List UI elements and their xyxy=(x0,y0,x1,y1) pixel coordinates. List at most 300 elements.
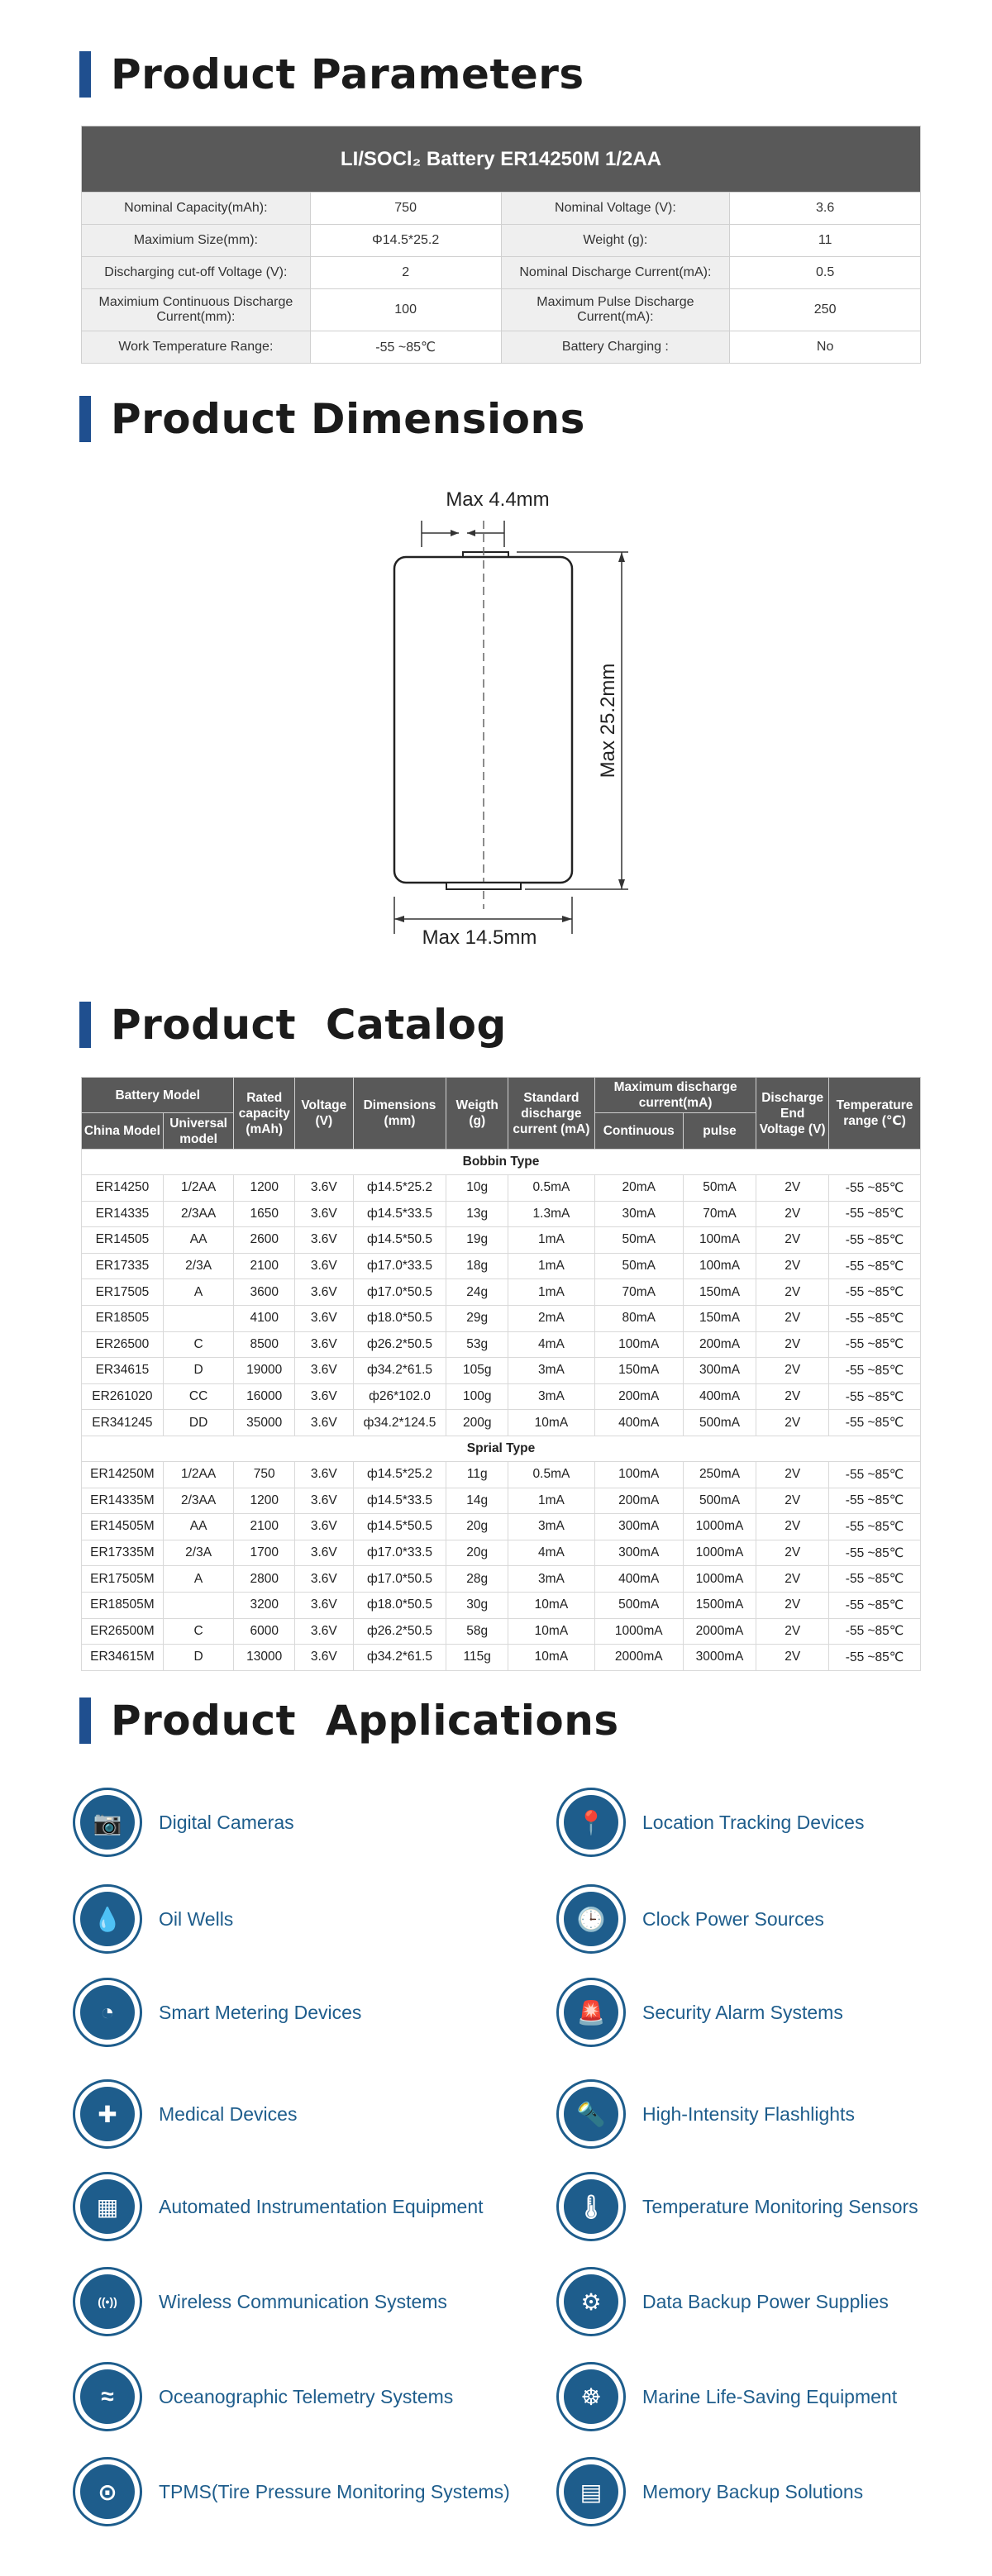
catalog-cell: 2/3AA xyxy=(163,1201,234,1227)
catalog-cell: 1700 xyxy=(234,1540,295,1566)
catalog-cell: 3000mA xyxy=(683,1645,756,1671)
icon-glyph: 💧 xyxy=(80,1892,135,1946)
gauge-icon xyxy=(73,1978,142,2047)
catalog-cell: ER18505 xyxy=(82,1305,164,1331)
catalog-cell: 150mA xyxy=(683,1279,756,1306)
catalog-cell: 150mA xyxy=(594,1358,683,1384)
catalog-cell: 8500 xyxy=(234,1331,295,1358)
parameter-value: 750 xyxy=(310,193,501,225)
parameter-label: Maximium Size(mm): xyxy=(82,225,311,257)
parameter-value: -55 ~85℃ xyxy=(310,331,501,364)
catalog-row xyxy=(82,1279,921,1306)
catalog-cell: ER17335M xyxy=(82,1540,164,1566)
catalog-cell: 1mA xyxy=(508,1279,595,1306)
catalog-cell: 1200 xyxy=(234,1488,295,1514)
catalog-cell: 3.6V xyxy=(295,1253,354,1279)
catalog-cell: 13g xyxy=(446,1201,508,1227)
catalog-cell: ER14505 xyxy=(82,1227,164,1254)
catalog-cell: -55 ~85℃ xyxy=(829,1201,921,1227)
col-end-voltage: Discharge End Voltage (V) xyxy=(756,1078,829,1150)
catalog-cell: 3.6V xyxy=(295,1645,354,1671)
title-accent-bar xyxy=(79,1697,91,1744)
application-item xyxy=(556,1785,864,1859)
catalog-cell: -55 ~85℃ xyxy=(829,1566,921,1593)
icon-glyph: ▤ xyxy=(564,2464,618,2519)
catalog-cell: 3mA xyxy=(508,1383,595,1410)
application-item xyxy=(73,2455,510,2529)
catalog-cell: 3.6V xyxy=(295,1227,354,1254)
catalog-cell: 20g xyxy=(446,1540,508,1566)
catalog-cell: 2V xyxy=(756,1461,829,1488)
catalog-cell xyxy=(163,1305,234,1331)
catalog-cell: 2V xyxy=(756,1383,829,1410)
catalog-cell: ф14.5*50.5 xyxy=(353,1514,446,1540)
catalog-cell: 2V xyxy=(756,1358,829,1384)
catalog-cell: 80mA xyxy=(594,1305,683,1331)
lifebuoy-icon xyxy=(556,2362,626,2431)
parameters-row xyxy=(82,257,921,289)
catalog-row xyxy=(82,1566,921,1593)
catalog-cell: 3.6V xyxy=(295,1358,354,1384)
catalog-cell: ф14.5*33.5 xyxy=(353,1488,446,1514)
catalog-cell: 750 xyxy=(234,1461,295,1488)
catalog-cell: ф17.0*33.5 xyxy=(353,1540,446,1566)
catalog-cell: 1500mA xyxy=(683,1592,756,1618)
catalog-cell: 500mA xyxy=(683,1410,756,1436)
catalog-cell: CC xyxy=(163,1383,234,1410)
catalog-cell: 3.6V xyxy=(295,1618,354,1645)
application-label: TPMS(Tire Pressure Monitoring Systems) xyxy=(159,2480,510,2502)
catalog-row xyxy=(82,1227,921,1254)
application-item xyxy=(73,2077,297,2151)
col-voltage: Voltage (V) xyxy=(295,1078,354,1150)
catalog-cell: 3.6V xyxy=(295,1305,354,1331)
catalog-cell: 0.5mA xyxy=(508,1461,595,1488)
icon-glyph: 🔦 xyxy=(564,2087,618,2141)
catalog-cell: 10mA xyxy=(508,1592,595,1618)
parameter-label: Battery Charging : xyxy=(501,331,730,364)
parameter-label: Maximium Continuous Discharge Current(mm): xyxy=(82,289,311,331)
parameter-value: 250 xyxy=(730,289,921,331)
catalog-row xyxy=(82,1410,921,1436)
catalog-cell: ER14505M xyxy=(82,1514,164,1540)
catalog-cell: ER34615 xyxy=(82,1358,164,1384)
catalog-cell: -55 ~85℃ xyxy=(829,1253,921,1279)
catalog-cell: 1/2AA xyxy=(163,1175,234,1202)
catalog-cell: 105g xyxy=(446,1358,508,1384)
oil-drop-icon xyxy=(73,1884,142,1954)
catalog-cell: -55 ~85℃ xyxy=(829,1305,921,1331)
catalog-cell: 50mA xyxy=(594,1253,683,1279)
col-rated-capacity: Rated capacity (mAh) xyxy=(234,1078,295,1150)
catalog-cell: 200mA xyxy=(594,1488,683,1514)
application-label: Medical Devices xyxy=(159,2102,298,2125)
catalog-cell: 1000mA xyxy=(683,1514,756,1540)
catalog-cell: 150mA xyxy=(683,1305,756,1331)
catalog-cell: C xyxy=(163,1618,234,1645)
catalog-row xyxy=(82,1592,921,1618)
catalog-cell: 3.6V xyxy=(295,1566,354,1593)
catalog-cell: ER14335 xyxy=(82,1201,164,1227)
catalog-cell: 20mA xyxy=(594,1175,683,1202)
catalog-cell: ф14.5*33.5 xyxy=(353,1201,446,1227)
catalog-cell: ER26500 xyxy=(82,1331,164,1358)
col-universal-model: Universal model xyxy=(163,1113,234,1150)
catalog-cell: 18g xyxy=(446,1253,508,1279)
catalog-cell: 35000 xyxy=(234,1410,295,1436)
memory-icon xyxy=(556,2457,626,2526)
catalog-cell: -55 ~85℃ xyxy=(829,1331,921,1358)
catalog-cell: ER261020 xyxy=(82,1383,164,1410)
catalog-cell: 30mA xyxy=(594,1201,683,1227)
catalog-row xyxy=(82,1253,921,1279)
col-std-current: Standard discharge current (mA) xyxy=(508,1078,595,1150)
application-label: Memory Backup Solutions xyxy=(642,2480,864,2502)
catalog-cell: ER14335M xyxy=(82,1488,164,1514)
catalog-cell: ф14.5*25.2 xyxy=(353,1175,446,1202)
flashlight-icon xyxy=(556,2079,626,2149)
application-item xyxy=(556,2169,918,2244)
catalog-cell: 2600 xyxy=(234,1227,295,1254)
icon-glyph: ≈ xyxy=(80,2369,135,2424)
battery-dimension-drawing xyxy=(331,471,661,959)
application-item xyxy=(556,2077,855,2151)
catalog-cell: AA xyxy=(163,1514,234,1540)
application-label: Digital Cameras xyxy=(159,1811,294,1833)
catalog-cell: ER341245 xyxy=(82,1410,164,1436)
section-title-parameters xyxy=(79,50,584,99)
catalog-cell: 1650 xyxy=(234,1201,295,1227)
title-accent-bar xyxy=(79,1002,91,1048)
instrument-icon xyxy=(73,2172,142,2241)
catalog-cell: 2100 xyxy=(234,1514,295,1540)
parameter-label: Work Temperature Range: xyxy=(82,331,311,364)
col-battery-model: Battery Model xyxy=(82,1078,234,1113)
col-continuous: Continuous xyxy=(594,1113,683,1150)
catalog-cell: 3mA xyxy=(508,1358,595,1384)
catalog-cell: 3.6V xyxy=(295,1488,354,1514)
icon-glyph: 🚨 xyxy=(564,1985,618,2040)
icon-glyph: 📍 xyxy=(564,1795,618,1850)
catalog-cell: 1000mA xyxy=(683,1566,756,1593)
catalog-cell: -55 ~85℃ xyxy=(829,1540,921,1566)
clock-icon xyxy=(556,1884,626,1954)
parameter-label: Nominal Voltage (V): xyxy=(501,193,730,225)
catalog-cell: 3.6V xyxy=(295,1592,354,1618)
catalog-cell: 3.6V xyxy=(295,1279,354,1306)
catalog-cell: ER26500M xyxy=(82,1618,164,1645)
catalog-cell: -55 ~85℃ xyxy=(829,1514,921,1540)
parameters-row xyxy=(82,289,921,331)
col-weight: Weigth (g) xyxy=(446,1078,508,1150)
catalog-cell: 4100 xyxy=(234,1305,295,1331)
catalog-cell: 1.3mA xyxy=(508,1201,595,1227)
catalog-cell: 2000mA xyxy=(594,1645,683,1671)
parameter-value: 0.5 xyxy=(730,257,921,289)
catalog-cell: 1000mA xyxy=(594,1618,683,1645)
catalog-cell: ф17.0*33.5 xyxy=(353,1253,446,1279)
catalog-cell: -55 ~85℃ xyxy=(829,1358,921,1384)
thermometer-icon xyxy=(556,2172,626,2241)
parameter-value: 11 xyxy=(730,225,921,257)
catalog-cell: 53g xyxy=(446,1331,508,1358)
catalog-cell: A xyxy=(163,1566,234,1593)
catalog-group-label: Sprial Type xyxy=(82,1436,921,1461)
catalog-cell: 20g xyxy=(446,1514,508,1540)
catalog-cell: ф26.2*50.5 xyxy=(353,1618,446,1645)
catalog-cell: 4mA xyxy=(508,1331,595,1358)
parameters-row xyxy=(82,331,921,364)
catalog-cell: ф14.5*50.5 xyxy=(353,1227,446,1254)
catalog-cell: 0.5mA xyxy=(508,1175,595,1202)
parameters-header: LI/SOCl₂ Battery ER14250M 1/2AA xyxy=(82,126,921,193)
catalog-cell: 1200 xyxy=(234,1175,295,1202)
catalog-row xyxy=(82,1383,921,1410)
catalog-cell: 3.6V xyxy=(295,1461,354,1488)
icon-glyph: 📷 xyxy=(80,1795,135,1850)
catalog-cell: -55 ~85℃ xyxy=(829,1461,921,1488)
catalog-cell: ф18.0*50.5 xyxy=(353,1592,446,1618)
catalog-cell: 200mA xyxy=(683,1331,756,1358)
catalog-cell: 3.6V xyxy=(295,1540,354,1566)
catalog-cell: 400mA xyxy=(683,1383,756,1410)
catalog-cell: ER14250 xyxy=(82,1175,164,1202)
catalog-cell xyxy=(163,1592,234,1618)
catalog-cell: 3600 xyxy=(234,1279,295,1306)
catalog-cell: 19000 xyxy=(234,1358,295,1384)
catalog-cell: 2/3AA xyxy=(163,1488,234,1514)
catalog-cell: 400mA xyxy=(594,1410,683,1436)
catalog-cell: 400mA xyxy=(594,1566,683,1593)
application-item xyxy=(556,2359,897,2434)
application-label: Temperature Monitoring Sensors xyxy=(642,2195,918,2217)
catalog-cell: 2100 xyxy=(234,1253,295,1279)
catalog-cell: -55 ~85℃ xyxy=(829,1383,921,1410)
catalog-cell: 6000 xyxy=(234,1618,295,1645)
catalog-cell: 10mA xyxy=(508,1410,595,1436)
catalog-row xyxy=(82,1358,921,1384)
catalog-row xyxy=(82,1540,921,1566)
catalog-cell: 100g xyxy=(446,1383,508,1410)
catalog-cell: 100mA xyxy=(594,1461,683,1488)
icon-glyph: ◔ xyxy=(80,1985,135,2040)
catalog-cell: 300mA xyxy=(594,1514,683,1540)
catalog-cell: 2V xyxy=(756,1488,829,1514)
catalog-cell: 300mA xyxy=(594,1540,683,1566)
catalog-cell: 58g xyxy=(446,1618,508,1645)
application-label: Location Tracking Devices xyxy=(642,1811,865,1833)
catalog-cell: 3.6V xyxy=(295,1383,354,1410)
catalog-cell: 3.6V xyxy=(295,1201,354,1227)
catalog-row xyxy=(82,1488,921,1514)
catalog-cell: AA xyxy=(163,1227,234,1254)
catalog-cell: 1mA xyxy=(508,1227,595,1254)
tire-pressure-icon xyxy=(73,2457,142,2526)
catalog-cell: 28g xyxy=(446,1566,508,1593)
parameter-value: No xyxy=(730,331,921,364)
col-temperature: Temperature range (℃) xyxy=(829,1078,921,1150)
section-title-catalog xyxy=(79,1000,507,1050)
catalog-cell: 2/3A xyxy=(163,1253,234,1279)
catalog-cell: 200g xyxy=(446,1410,508,1436)
catalog-cell: 115g xyxy=(446,1645,508,1671)
catalog-cell: 2V xyxy=(756,1540,829,1566)
col-china-model: China Model xyxy=(82,1113,164,1150)
application-label: Clock Power Sources xyxy=(642,1907,824,1930)
catalog-cell: -55 ~85℃ xyxy=(829,1410,921,1436)
catalog-cell: 50mA xyxy=(683,1175,756,1202)
application-label: Wireless Communication Systems xyxy=(159,2290,447,2312)
medical-kit-icon xyxy=(73,2079,142,2149)
catalog-cell: ER18505M xyxy=(82,1592,164,1618)
application-item xyxy=(73,2169,484,2244)
catalog-cell: 2000mA xyxy=(683,1618,756,1645)
catalog-cell: 2800 xyxy=(234,1566,295,1593)
catalog-cell: 2V xyxy=(756,1279,829,1306)
catalog-cell: 2V xyxy=(756,1410,829,1436)
application-label: Automated Instrumentation Equipment xyxy=(159,2195,484,2217)
catalog-cell: -55 ~85℃ xyxy=(829,1227,921,1254)
parameter-value: Φ14.5*25.2 xyxy=(310,225,501,257)
application-label: Oceanographic Telemetry Systems xyxy=(159,2385,454,2407)
parameter-value: 100 xyxy=(310,289,501,331)
catalog-cell: 2V xyxy=(756,1253,829,1279)
catalog-row xyxy=(82,1201,921,1227)
catalog-row xyxy=(82,1645,921,1671)
catalog-table xyxy=(81,1077,921,1671)
section-title-text: Product Catalog xyxy=(111,1001,507,1049)
catalog-cell: 2V xyxy=(756,1227,829,1254)
catalog-cell: 29g xyxy=(446,1305,508,1331)
catalog-cell: ф34.2*61.5 xyxy=(353,1358,446,1384)
catalog-cell: -55 ~85℃ xyxy=(829,1618,921,1645)
application-label: Security Alarm Systems xyxy=(642,2001,843,2023)
catalog-cell: 3.6V xyxy=(295,1410,354,1436)
parameter-value: 3.6 xyxy=(730,193,921,225)
catalog-cell: ER14250M xyxy=(82,1461,164,1488)
parameters-table xyxy=(81,126,921,364)
application-label: Marine Life-Saving Equipment xyxy=(642,2385,898,2407)
application-item xyxy=(73,1882,233,1956)
catalog-cell: 1000mA xyxy=(683,1540,756,1566)
parameters-row xyxy=(82,225,921,257)
catalog-group-row xyxy=(82,1436,921,1461)
catalog-cell: 3mA xyxy=(508,1566,595,1593)
parameter-label: Nominal Discharge Current(mA): xyxy=(501,257,730,289)
wave-icon xyxy=(73,2362,142,2431)
application-label: Oil Wells xyxy=(159,1907,234,1930)
parameters-row xyxy=(82,193,921,225)
icon-glyph: ☸ xyxy=(564,2369,618,2424)
catalog-cell: ф17.0*50.5 xyxy=(353,1566,446,1593)
catalog-cell: 11g xyxy=(446,1461,508,1488)
catalog-cell: ф34.2*124.5 xyxy=(353,1410,446,1436)
catalog-cell: 2mA xyxy=(508,1305,595,1331)
catalog-cell: 2V xyxy=(756,1201,829,1227)
catalog-cell: 3.6V xyxy=(295,1514,354,1540)
catalog-cell: 3.6V xyxy=(295,1175,354,1202)
parameter-label: Discharging cut-off Voltage (V): xyxy=(82,257,311,289)
catalog-cell: 50mA xyxy=(594,1227,683,1254)
catalog-cell: ф34.2*61.5 xyxy=(353,1645,446,1671)
catalog-cell: 2V xyxy=(756,1514,829,1540)
camera-icon xyxy=(73,1788,142,1857)
parameter-label: Maximum Pulse Discharge Current(mA): xyxy=(501,289,730,331)
catalog-cell: 3mA xyxy=(508,1514,595,1540)
catalog-cell: 2V xyxy=(756,1175,829,1202)
catalog-cell: A xyxy=(163,1279,234,1306)
catalog-cell: 100mA xyxy=(683,1227,756,1254)
catalog-cell: 2V xyxy=(756,1331,829,1358)
section-title-text: Product Applications xyxy=(111,1697,619,1745)
title-accent-bar xyxy=(79,396,91,442)
location-pin-icon xyxy=(556,1788,626,1857)
title-accent-bar xyxy=(79,51,91,98)
application-item xyxy=(73,2264,447,2339)
catalog-cell: 10g xyxy=(446,1175,508,1202)
catalog-row xyxy=(82,1331,921,1358)
catalog-cell: 2V xyxy=(756,1618,829,1645)
catalog-cell: 100mA xyxy=(683,1253,756,1279)
icon-glyph: ⚙ xyxy=(564,2274,618,2329)
catalog-cell: 2V xyxy=(756,1645,829,1671)
catalog-cell: -55 ~85℃ xyxy=(829,1488,921,1514)
catalog-cell: 100mA xyxy=(594,1331,683,1358)
catalog-cell: ER17505M xyxy=(82,1566,164,1593)
catalog-cell: 19g xyxy=(446,1227,508,1254)
dim-top-label: Max 4.4mm xyxy=(446,488,550,511)
alarm-icon xyxy=(556,1978,626,2047)
parameter-value: 2 xyxy=(310,257,501,289)
catalog-cell: D xyxy=(163,1358,234,1384)
dim-width-label: Max 14.5mm xyxy=(422,926,537,949)
catalog-cell: 3200 xyxy=(234,1592,295,1618)
section-title-text: Product Parameters xyxy=(111,50,584,98)
col-dimensions: Dimensions (mm) xyxy=(353,1078,446,1150)
catalog-group-label: Bobbin Type xyxy=(82,1150,921,1175)
catalog-row xyxy=(82,1461,921,1488)
catalog-cell: DD xyxy=(163,1410,234,1436)
dim-height-label: Max 25.2mm xyxy=(597,663,619,779)
application-item xyxy=(556,2264,889,2339)
catalog-cell: 13000 xyxy=(234,1645,295,1671)
catalog-cell: 500mA xyxy=(594,1592,683,1618)
catalog-row xyxy=(82,1305,921,1331)
catalog-cell: 300mA xyxy=(683,1358,756,1384)
catalog-cell: ф18.0*50.5 xyxy=(353,1305,446,1331)
catalog-cell: 14g xyxy=(446,1488,508,1514)
icon-glyph: 🌡 xyxy=(564,2179,618,2234)
catalog-cell: 4mA xyxy=(508,1540,595,1566)
icon-glyph: 🕒 xyxy=(564,1892,618,1946)
catalog-cell: 250mA xyxy=(683,1461,756,1488)
application-item xyxy=(73,1785,294,1859)
catalog-row xyxy=(82,1175,921,1202)
catalog-cell: ф26*102.0 xyxy=(353,1383,446,1410)
catalog-cell: C xyxy=(163,1331,234,1358)
catalog-cell: 30g xyxy=(446,1592,508,1618)
catalog-cell: 2V xyxy=(756,1305,829,1331)
catalog-cell: 10mA xyxy=(508,1618,595,1645)
catalog-cell: 70mA xyxy=(594,1279,683,1306)
catalog-cell: 70mA xyxy=(683,1201,756,1227)
application-item xyxy=(556,1975,843,2050)
parameter-label: Nominal Capacity(mAh): xyxy=(82,193,311,225)
application-label: Smart Metering Devices xyxy=(159,2001,362,2023)
icon-glyph: ((•)) xyxy=(80,2274,135,2329)
catalog-cell: -55 ~85℃ xyxy=(829,1175,921,1202)
catalog-cell: 24g xyxy=(446,1279,508,1306)
